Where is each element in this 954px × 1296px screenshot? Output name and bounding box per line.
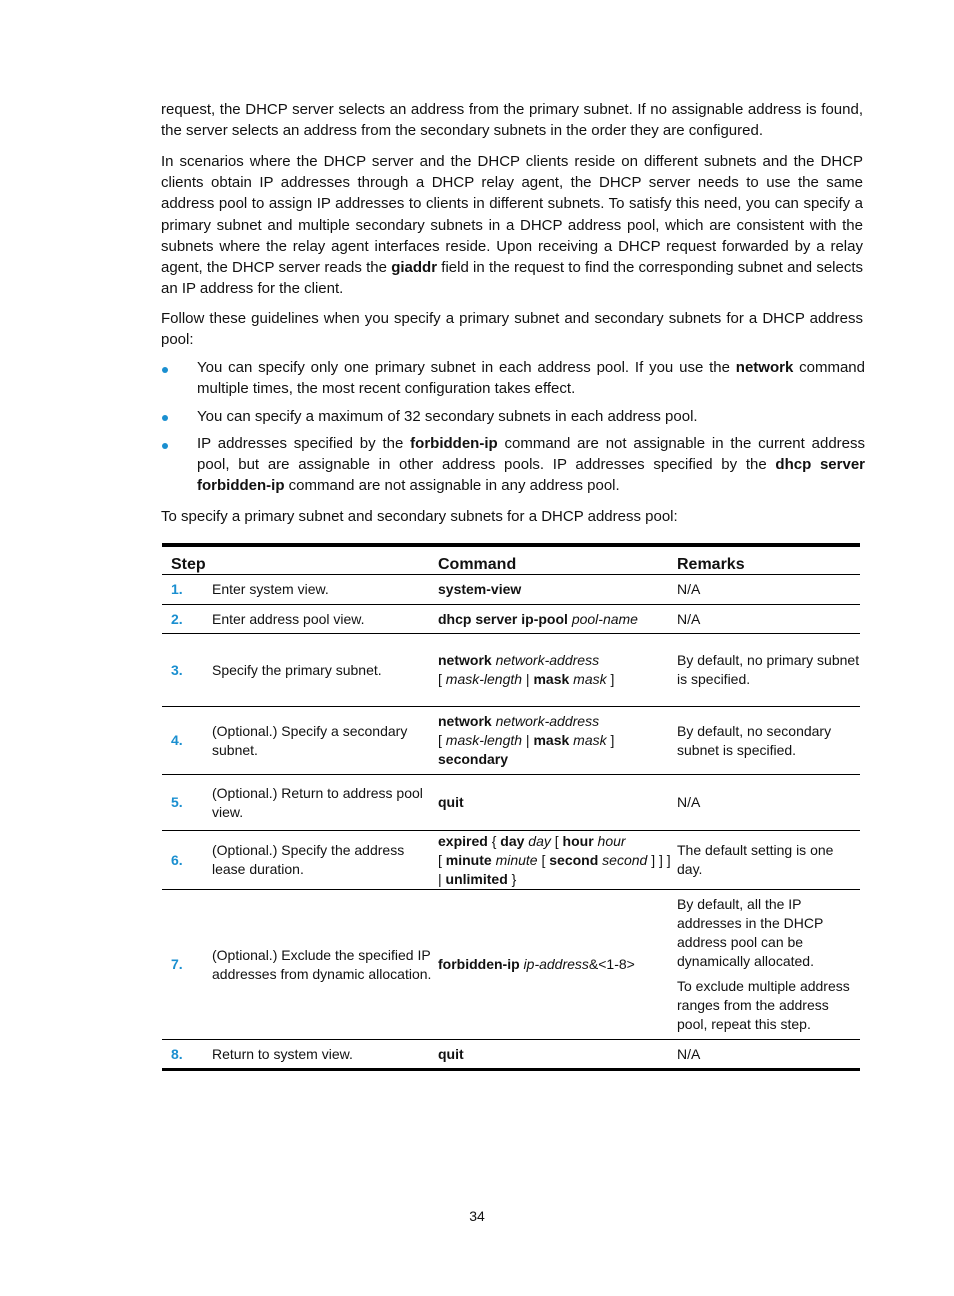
step-number: 2. (171, 610, 183, 627)
italic-argument: mask-length (445, 671, 523, 687)
bold-keyword: hour (562, 832, 594, 849)
text-run: field in the request to find the corresponding subnet and selects an IP address for the client. (161, 259, 864, 298)
bold-keyword: expired (438, 832, 488, 849)
bullet-icon (162, 415, 168, 421)
text-run: { (487, 832, 501, 849)
bullet-item (197, 406, 865, 427)
step-number: 5. (171, 794, 183, 810)
bold-keyword: mask (533, 732, 570, 748)
bullet-item (197, 433, 865, 497)
table-row (162, 575, 860, 605)
text-run: [ (537, 851, 550, 868)
remark-text: By default, no primary subnet is specified. (677, 652, 860, 687)
bold-keyword: network (438, 713, 492, 729)
bullet-icon (162, 443, 168, 449)
remark-text: N/A (677, 581, 701, 597)
command-cell (438, 707, 677, 775)
header-step: Step (171, 556, 206, 573)
remarks-cell (677, 831, 860, 890)
table-row (162, 1040, 860, 1070)
command-cell (438, 605, 677, 634)
text-run: In scenarios where the DHCP server and the DHCP clients reside on different subnets and the DHCP clients obtain IP addresses through a DHCP relay agent, the DHCP server needs to use the same address pool to assign IP addresses to clients in different subnets. To satisfy this need, you can specify a primary subnet and multiple secondary subnets in a DHCP address pool, which are consistent with the subnets where the relay agent interfaces reside. Upon receiving a DHCP request forwarded by a relay agent, the DHCP server reads the (161, 153, 863, 277)
italic-argument: pool-name (571, 610, 638, 627)
paragraph (161, 151, 863, 299)
table-row (162, 831, 860, 890)
italic-argument: minute (495, 851, 538, 868)
text-run: Follow these guidelines when you specify a primary subnet and secondary subnets for a DHCP address pool: (161, 310, 863, 349)
step-description: Enter system view. (212, 581, 329, 597)
command-cell (438, 775, 677, 831)
table-row (162, 890, 860, 1040)
paragraph (161, 308, 863, 350)
bold-keyword: forbidden-ip (438, 956, 520, 972)
bold-keyword: giaddr (391, 259, 438, 277)
bold-keyword: minute (445, 851, 492, 868)
command-cell (438, 890, 677, 1040)
text-run: | (522, 671, 534, 687)
remark-text: By default, no secondary subnet is specified. (677, 722, 832, 758)
italic-argument: second (602, 851, 648, 868)
paragraph (161, 99, 863, 141)
step-number: 4. (171, 732, 183, 748)
table-row (162, 634, 860, 707)
remark-text: N/A (677, 1045, 701, 1062)
step-number: 1. (171, 581, 183, 597)
step-number: 3. (171, 661, 183, 678)
command-cell (438, 634, 677, 707)
text-run: command are not assignable in any address pool. (284, 477, 620, 495)
bold-keyword: mask (533, 671, 570, 687)
bullet-icon (162, 367, 168, 373)
italic-argument: day (528, 832, 551, 849)
table-intro (161, 506, 863, 527)
text-run: &<1-8> (588, 956, 635, 972)
remarks-cell (677, 775, 860, 831)
text-run: IP addresses specified by the (197, 435, 411, 452)
step-number: 8. (171, 1045, 183, 1062)
remark-text: By default, all the IP addresses in the DHCP address pool can be dynamically allocated. (677, 896, 824, 969)
remarks-cell (677, 890, 860, 1040)
table-row (162, 605, 860, 634)
step-description: (Optional.) Exclude the specified IP addresses from dynamic allocation. (212, 946, 432, 982)
bold-keyword: day (500, 832, 525, 849)
remark-text: N/A (677, 610, 701, 627)
text-run: [ (438, 732, 446, 748)
remarks-cell (677, 707, 860, 775)
header-remarks: Remarks (677, 556, 745, 573)
text-run: You can specify only one primary subnet in each address pool. If you use the (197, 359, 736, 376)
remark-text: To exclude multiple address ranges from the address pool, repeat this step. (677, 978, 850, 1032)
remarks-cell (677, 605, 860, 634)
italic-argument: hour (597, 832, 626, 849)
italic-argument: mask (573, 671, 607, 687)
bold-keyword: dhcp server forbidden-ip (197, 456, 866, 495)
italic-argument: mask-length (445, 732, 523, 748)
command-cell (438, 575, 677, 605)
text-run: | (438, 870, 446, 887)
bold-keyword: system-view (438, 581, 522, 597)
step-description: Enter address pool view. (212, 610, 365, 627)
italic-argument: ip-address (523, 956, 589, 972)
table-header-row (162, 545, 860, 575)
remark-text: N/A (677, 794, 701, 810)
bold-keyword: network (438, 652, 492, 668)
step-number: 6. (171, 851, 183, 868)
text-run: request, the DHCP server selects an address from the primary subnet. If no assignable address is found, the server selects an address from the secondary subnets in the order they are configured. (161, 101, 863, 140)
bold-keyword: second (549, 851, 599, 868)
step-description: (Optional.) Specify a secondary subnet. (212, 722, 408, 758)
remarks-cell (677, 634, 860, 707)
text-run: You can specify a maximum of 32 secondary subnets in each address pool. (197, 408, 698, 425)
table-row (162, 707, 860, 775)
bold-keyword: quit (438, 794, 464, 810)
text-run: ] ] ] (647, 851, 671, 868)
table-row (162, 775, 860, 831)
config-steps-table (162, 543, 860, 1071)
text-run: ] (606, 732, 615, 748)
step-description: Specify the primary subnet. (212, 661, 382, 678)
text-run: | (522, 732, 534, 748)
text-run: [ (438, 851, 446, 868)
text-run: } (507, 870, 517, 887)
bold-keyword: network (735, 359, 794, 376)
bullet-item (197, 357, 865, 399)
step-description: (Optional.) Return to address pool view. (212, 784, 423, 820)
page-number: 34 (469, 1208, 485, 1224)
bold-keyword: secondary (438, 751, 509, 767)
bold-keyword: forbidden-ip (410, 435, 498, 452)
text-run: command are not assignable in the current address pool, but are assignable in other address pools. IP addresses specified by the (197, 435, 865, 474)
italic-argument: mask (573, 732, 607, 748)
remark-text: The default setting is one day. (677, 842, 834, 877)
bold-keyword: dhcp server ip-pool (438, 610, 568, 627)
text-run: [ (438, 671, 446, 687)
text-run: command multiple times, the most recent configuration takes effect. (197, 359, 865, 398)
command-cell (438, 831, 677, 890)
bold-keyword: unlimited (445, 870, 508, 887)
remarks-cell (677, 1040, 860, 1070)
bold-keyword: quit (438, 1045, 464, 1062)
command-cell (438, 1040, 677, 1070)
remarks-cell (677, 575, 860, 605)
step-description: Return to system view. (212, 1045, 353, 1062)
step-number: 7. (171, 956, 183, 972)
step-description: (Optional.) Specify the address lease duration. (212, 842, 405, 877)
text-run: To specify a primary subnet and secondary subnets for a DHCP address pool: (161, 508, 678, 525)
italic-argument: network-address (495, 652, 600, 668)
text-run: ] (606, 671, 615, 687)
text-run: [ (550, 832, 563, 849)
header-command: Command (438, 556, 517, 573)
italic-argument: network-address (495, 713, 600, 729)
